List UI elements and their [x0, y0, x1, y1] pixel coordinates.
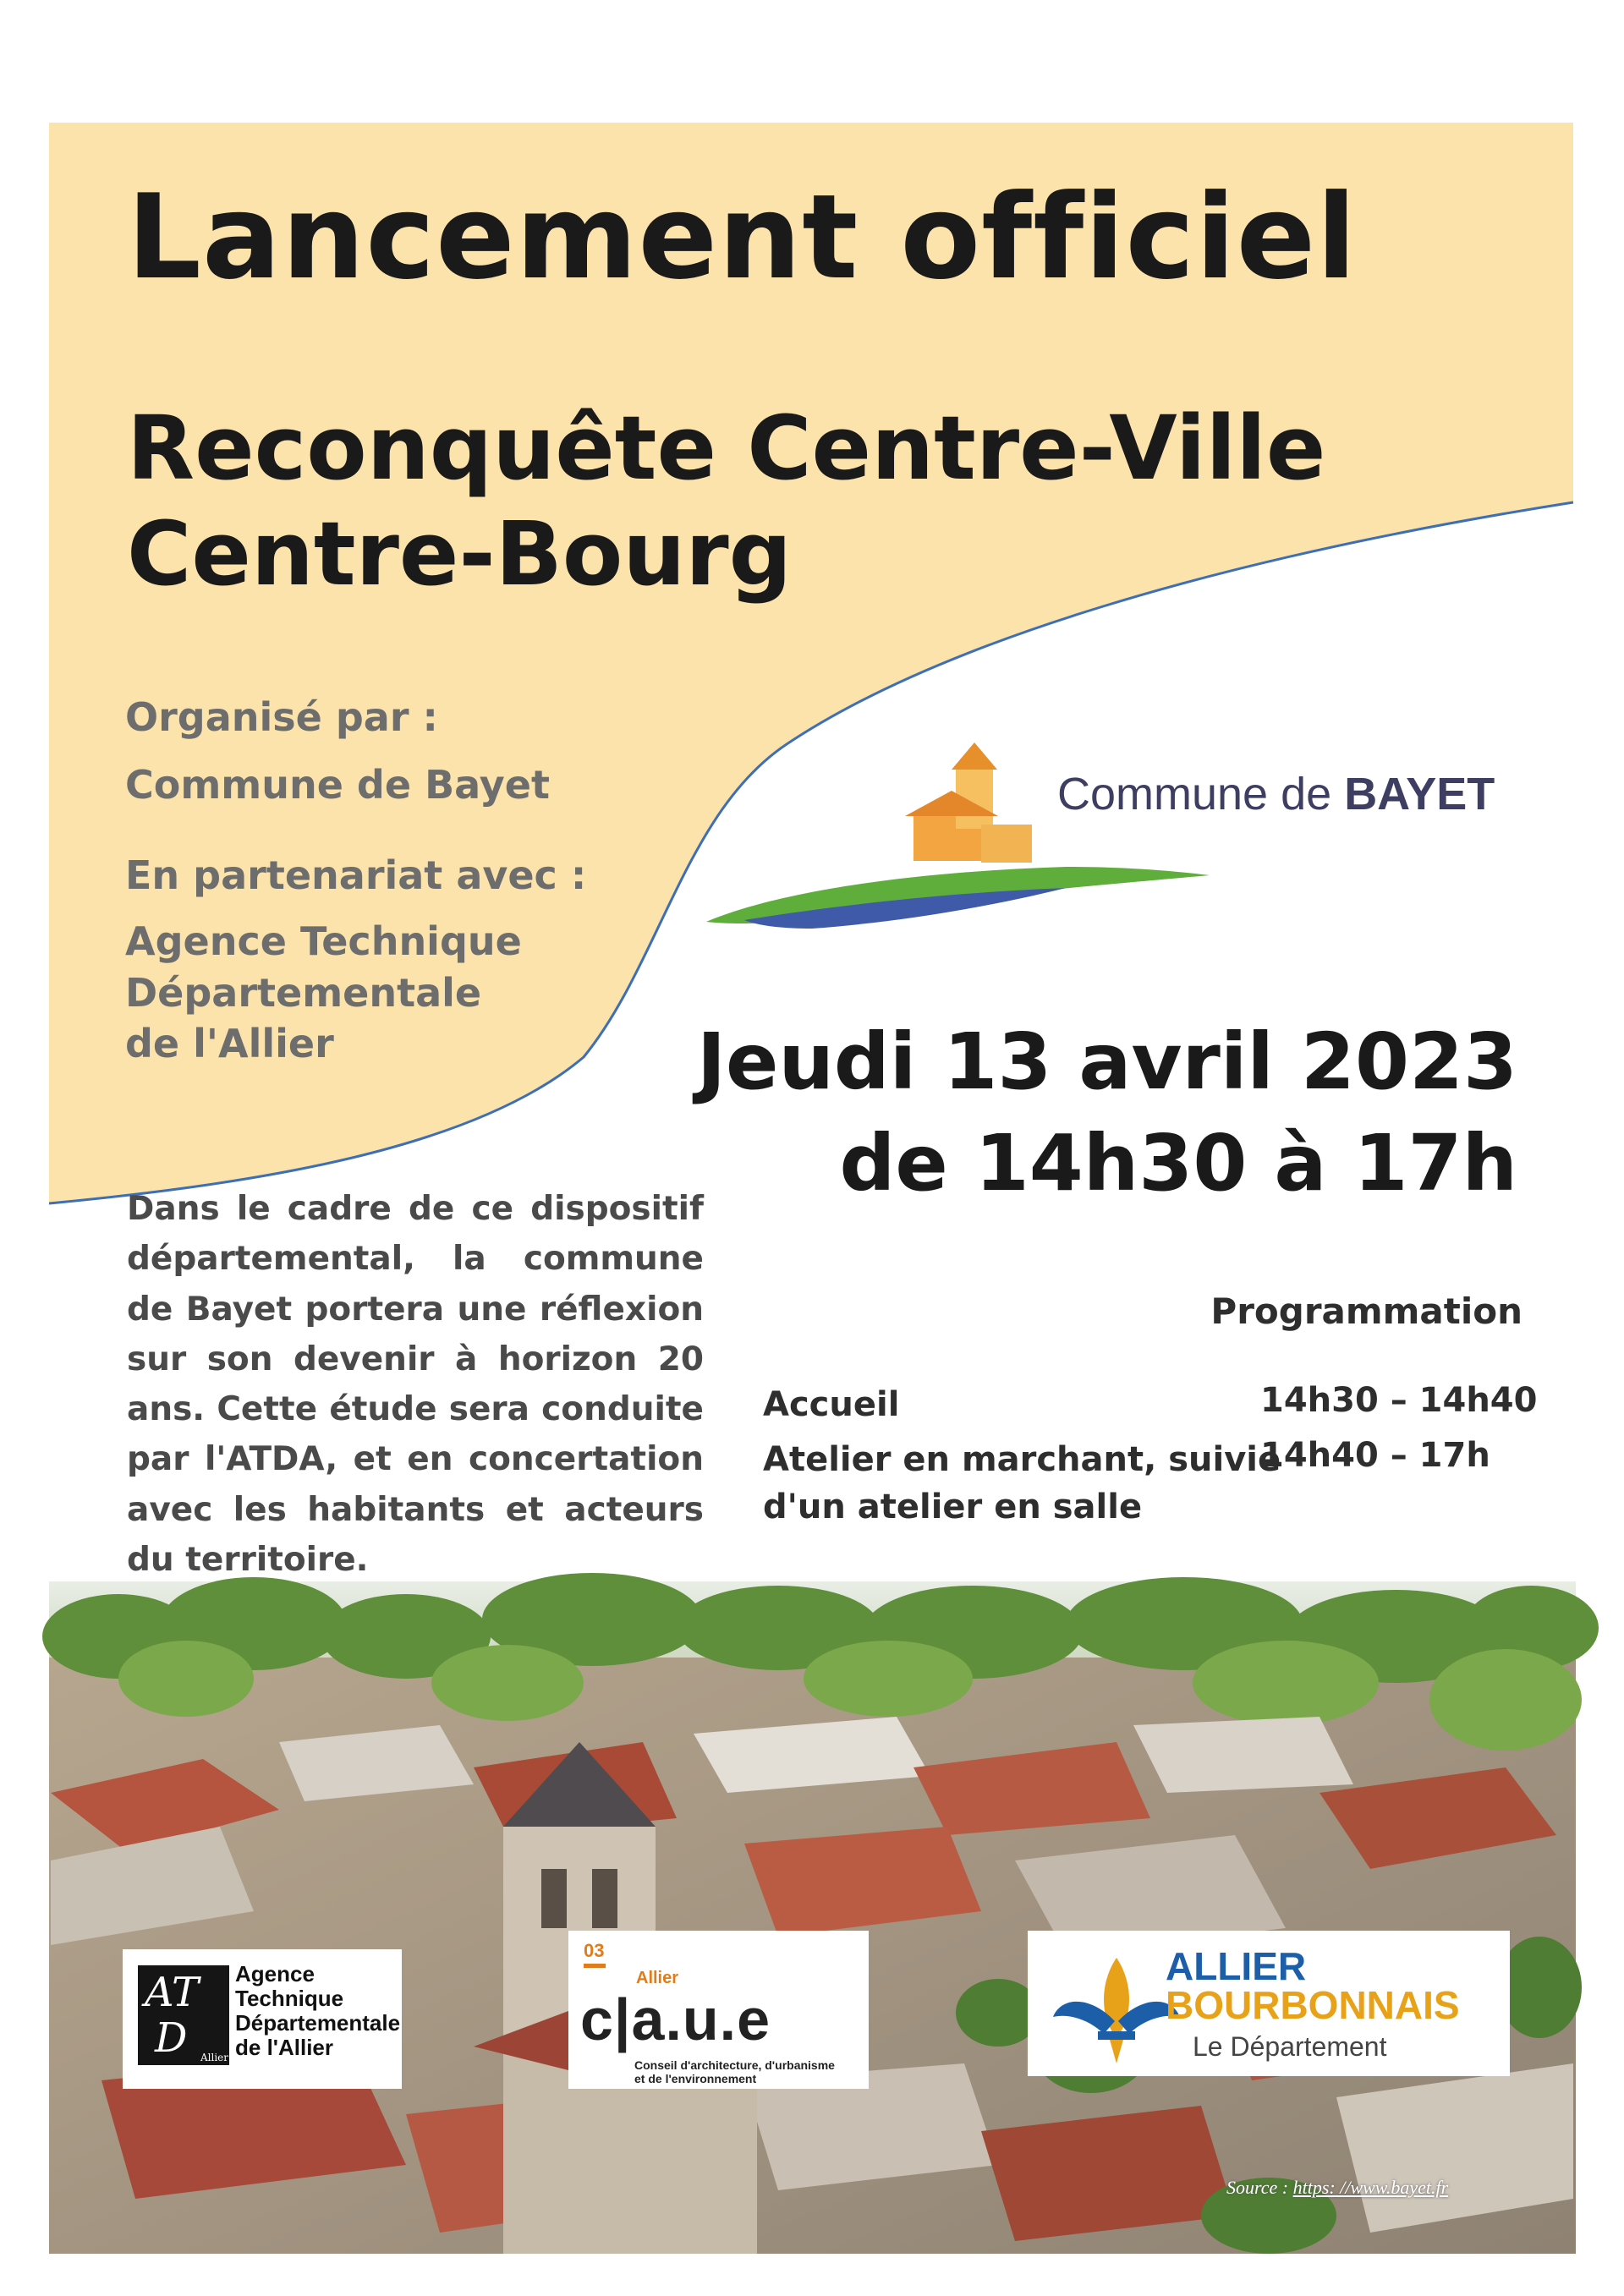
atd-text-line-3: Départementale: [235, 2010, 401, 2036]
photo-source-prefix: Source :: [1226, 2177, 1293, 2198]
allier-bourbonnais-subtitle: Le Département: [1193, 2031, 1387, 2062]
programme-item-line-1: Atelier en marchant, suivie: [763, 1440, 1281, 1479]
poster-title: Lancement officiel: [127, 169, 1358, 305]
commune-logo-text: [1057, 768, 1495, 820]
programme-item-label: [763, 1436, 1281, 1531]
village-aerial-photo: [42, 1573, 1599, 2254]
partner-line-3: de l'Allier: [125, 1021, 334, 1067]
subtitle-line-1: Reconquête Centre-Ville: [127, 397, 1326, 500]
programme-item-time: 14h30 – 14h40: [1260, 1381, 1538, 1420]
atd-text-line-1: Agence: [235, 1961, 315, 1986]
atd-mark-small: Allier: [200, 2052, 229, 2063]
subtitle-line-2: Centre-Bourg: [127, 501, 793, 606]
organizer-label: Organisé par :: [125, 694, 438, 740]
event-description: Dans le cadre de ce dispositif départemental, la commune de Bayet portera une réflexion sur son devenir à horizon 20 ans. Cette étude sera conduite par l'ATDA, et en concertation avec les habitants et acteurs du territoire.: [127, 1190, 704, 1579]
caue-sub-line-2: et de l'environnement: [634, 2072, 757, 2086]
atd-text-line-4: de l'Allier: [235, 2035, 333, 2061]
allier-line-2: BOURBONNAIS: [1166, 1983, 1460, 2027]
commune-logo-name: BAYET: [1344, 769, 1495, 819]
partner-line-2: Départementale: [125, 969, 482, 1016]
atd-mark-line-2: D: [155, 2014, 188, 2062]
atd-logo-mark: [138, 1965, 229, 2065]
photo-source: [1226, 2177, 1448, 2199]
allier-bourbonnais-title: [1166, 1944, 1460, 2027]
programme-item-time: 14h40 – 17h: [1260, 1436, 1490, 1475]
event-datetime: [697, 1011, 1517, 1214]
atd-text-line-2: Technique: [235, 1986, 344, 2012]
atd-logo-text: [235, 1962, 400, 2060]
partner-line-1: Agence Technique: [125, 918, 522, 964]
event-date: Jeudi 13 avril 2023: [696, 1016, 1517, 1107]
caue-region: Allier: [636, 1969, 679, 1987]
caue-subtitle: [634, 2058, 835, 2085]
commune-logo-prefix: Commune de: [1057, 769, 1332, 819]
programme-item-line-2: d'un atelier en salle: [763, 1488, 1143, 1526]
poster-subtitle: [127, 396, 1325, 607]
organizer-name: Commune de Bayet: [125, 762, 550, 808]
atd-mark-line-1: AT: [145, 1969, 200, 2016]
allier-line-1: ALLIER: [1166, 1944, 1307, 1988]
caue-sub-line-1: Conseil d'architecture, d'urbanisme: [634, 2058, 835, 2072]
programme-item-label: Accueil: [763, 1385, 900, 1424]
caue-name: c|a.u.e: [580, 1986, 771, 2052]
partner-name: [125, 916, 522, 1070]
partner-label: En partenariat avec :: [125, 852, 587, 898]
event-time: de 14h30 à 17h: [839, 1117, 1517, 1208]
caue-accent-bar: [584, 1964, 606, 1968]
photo-source-link[interactable]: https: //www.bayet.fr: [1292, 2177, 1449, 2198]
programme-heading: Programmation: [1210, 1290, 1522, 1332]
caue-number: 03: [584, 1940, 605, 1961]
